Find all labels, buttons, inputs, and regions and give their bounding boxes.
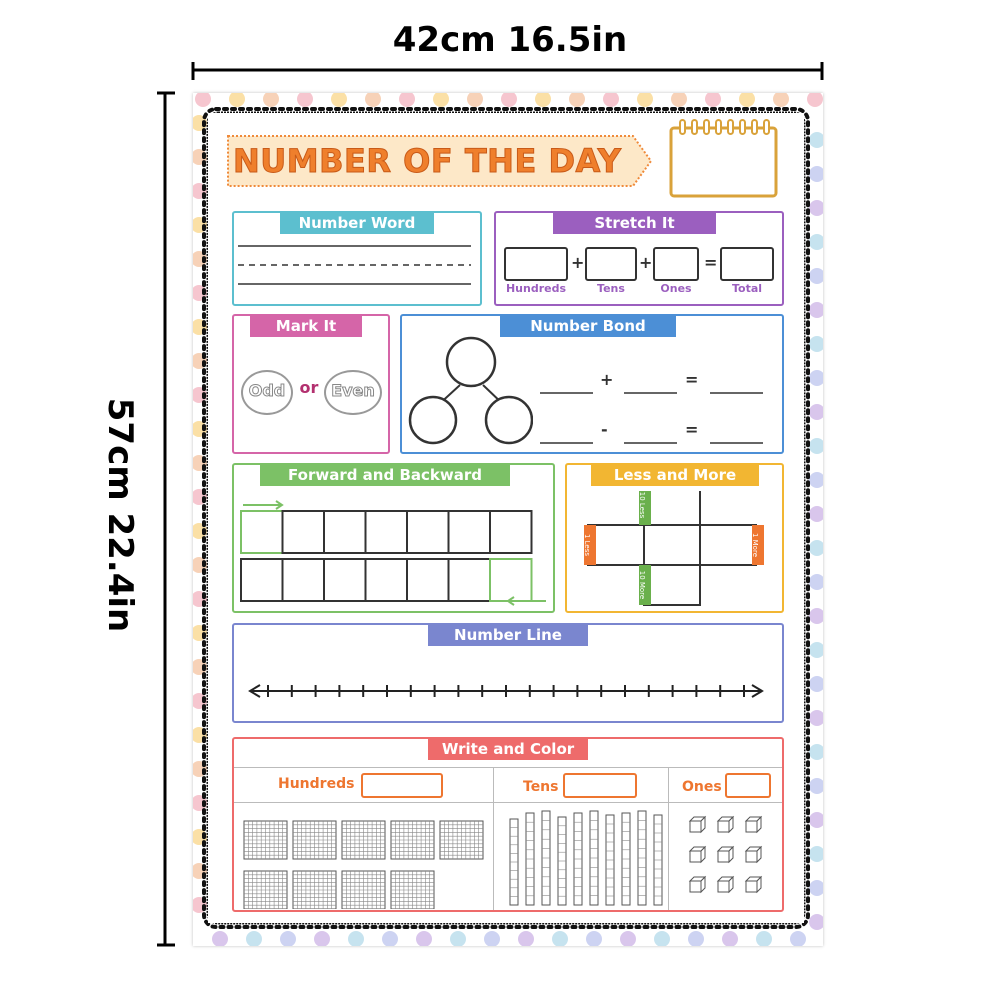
ones-caption: Ones <box>660 282 692 295</box>
number-bond-diagram[interactable] <box>408 335 533 447</box>
ones-cubes[interactable] <box>678 807 778 907</box>
number-line[interactable] <box>248 676 768 706</box>
ten-more-label: 10 More <box>638 570 646 600</box>
total-caption: Total <box>731 282 763 295</box>
poster <box>193 93 823 946</box>
bond-minus: - <box>601 420 608 439</box>
less-more-cross[interactable] <box>574 491 774 609</box>
one-less-label: 1 Less <box>583 533 591 557</box>
number-notepad <box>668 118 780 200</box>
header-divider <box>234 802 782 803</box>
tens-box[interactable] <box>585 247 637 281</box>
ten-less-label: 10 Less <box>638 491 646 519</box>
height-label: 57cm 22.4in <box>100 397 140 633</box>
hundreds-header: Hundreds <box>278 776 355 792</box>
one-more-label: 1 More <box>751 532 759 558</box>
write-color-divider <box>234 767 782 768</box>
tens-column-divider <box>668 767 669 910</box>
worksheet <box>208 113 804 923</box>
ones-input[interactable] <box>725 773 771 798</box>
even-label: Even <box>331 381 375 400</box>
hundreds-blocks[interactable] <box>242 807 492 909</box>
writing-lines[interactable] <box>236 238 476 298</box>
equals-operator: = <box>704 253 718 272</box>
odd-label: Odd <box>248 381 286 400</box>
bond-equals: = <box>685 370 699 389</box>
hundreds-column-divider <box>493 767 494 910</box>
plus-operator: + <box>639 253 653 272</box>
ones-header: Ones <box>682 779 722 795</box>
tens-rods[interactable] <box>500 807 665 909</box>
stretch-it-title: Stretch It <box>553 212 716 234</box>
tens-header: Tens <box>523 779 559 795</box>
total-box[interactable] <box>720 247 774 281</box>
plus-operator: + <box>571 253 585 272</box>
forward-backward-grid[interactable] <box>240 491 550 609</box>
bond-equals: = <box>685 420 699 439</box>
write-color-title: Write and Color <box>428 738 588 760</box>
hundreds-box[interactable] <box>504 247 568 281</box>
tens-input[interactable] <box>563 773 637 798</box>
number-bond-title: Number Bond <box>500 315 676 337</box>
number-word-title: Number Word <box>280 212 434 234</box>
tens-caption: Tens <box>597 282 625 295</box>
width-label: 42cm 16.5in <box>392 20 628 60</box>
hundreds-caption: Hundreds <box>505 282 567 295</box>
or-label: or <box>299 378 319 397</box>
bond-equation-lines[interactable] <box>538 351 778 451</box>
mark-it-title: Mark It <box>250 315 362 337</box>
number-line-title: Number Line <box>428 624 588 646</box>
ones-box[interactable] <box>653 247 699 281</box>
forward-backward-title: Forward and Backward <box>260 464 510 486</box>
bond-plus: + <box>600 370 614 389</box>
hundreds-input[interactable] <box>361 773 443 798</box>
page-title: NUMBER OF THE DAY <box>233 142 622 180</box>
less-more-title: Less and More <box>591 464 759 486</box>
